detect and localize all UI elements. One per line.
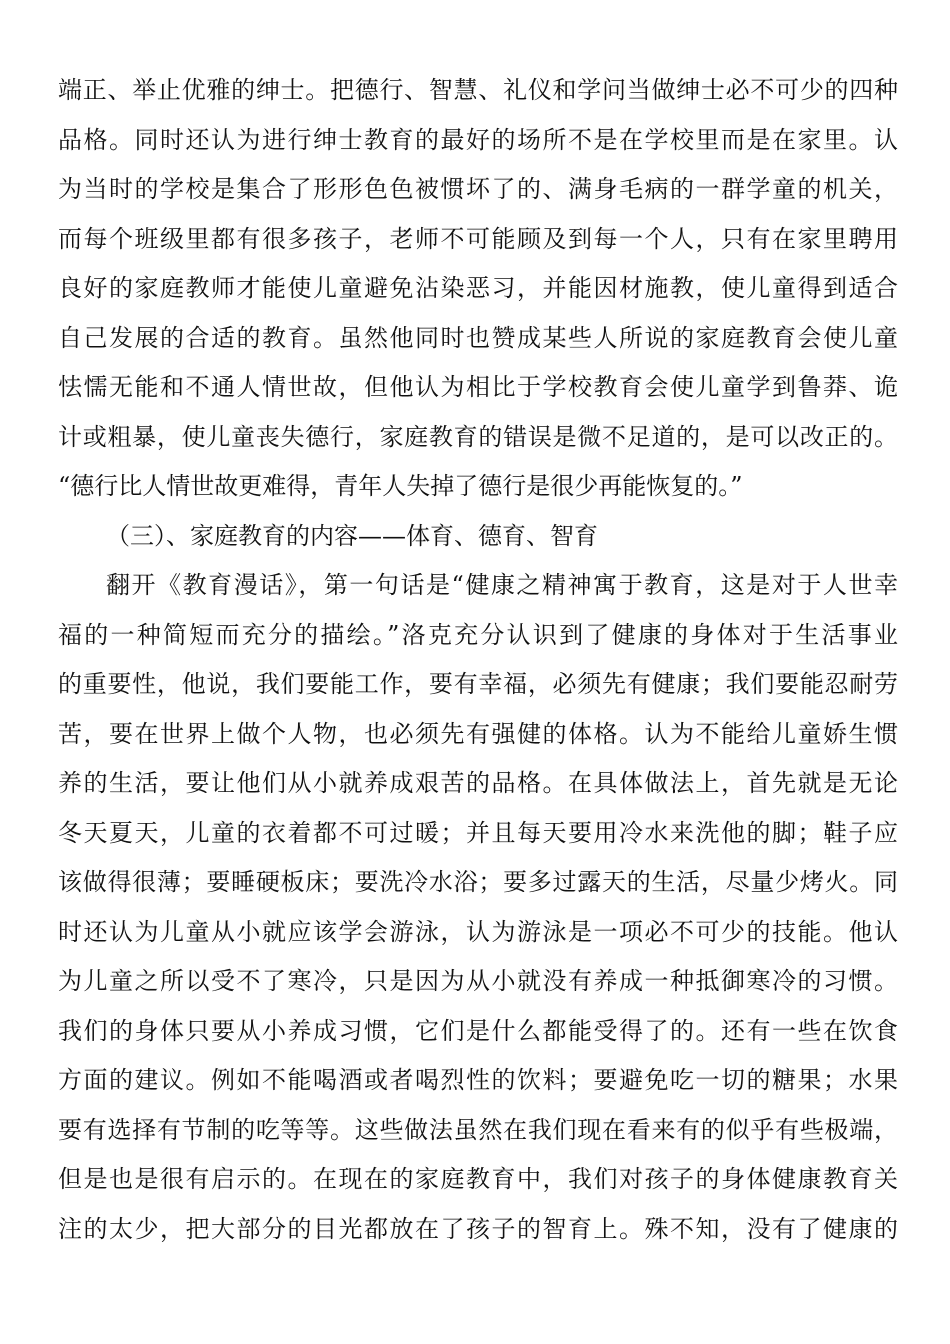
text-line: 品格。同时还认为进行绅士教育的最好的场所不是在学校里而是在家里。认 [58,125,898,154]
text-line: 为儿童之所以受不了寒冷，只是因为从小就没有养成一种抵御寒冷的习惯。 [58,967,898,995]
text-line: 端正、举止优雅的绅士。把德行、智慧、礼仪和学问当做绅士必不可少的四种 [58,76,898,104]
text-line: 福的一种简短而充分的描绘。”洛克充分认识到了健康的身体对于生活事业 [58,620,898,649]
text-line: 冬天夏天，儿童的衣着都不可过暖；并且每天要用冷水来洗他的脚；鞋子应 [58,818,898,847]
paragraph-first-line: 翻开《教育漫话》，第一句话是“健康之精神寓于教育，这是对于人世幸 [106,571,898,599]
body-text [58,66,898,1254]
text-line: 要有选择有节制的吃等等。这些做法虽然在我们现在看来有的似乎有些极端， [58,1115,898,1144]
text-line: 我们的身体只要从小养成习惯，它们是什么都能受得了的。还有一些在饮食 [58,1016,898,1045]
text-line: 怯懦无能和不通人情世故，但他认为相比于学校教育会使儿童学到鲁莽、诡 [58,373,898,401]
text-line: 方面的建议。例如不能喝酒或者喝烈性的饮料；要避免吃一切的糖果；水果 [58,1066,898,1094]
text-line: 自己发展的合适的教育。虽然他同时也赞成某些人所说的家庭教育会使儿童 [58,323,898,352]
text-line: 的重要性，他说，我们要能工作，要有幸福，必须先有健康；我们要能忍耐劳 [58,670,898,698]
text-line: 时还认为儿童从小就应该学会游泳，认为游泳是一项必不可少的技能。他认 [58,917,898,946]
text-line: 为当时的学校是集合了形形色色被惯坏了的、满身毛病的一群学童的机关， [58,175,898,203]
text-line: 计或粗暴，使儿童丧失德行，家庭教育的错误是微不足道的，是可以改正的。 [58,422,898,451]
text-line: 良好的家庭教师才能使儿童避免沾染恶习，并能因材施教，使儿童得到适合 [58,274,898,302]
text-line: 苦，要在世界上做个人物，也必须先有强健的体格。认为不能给儿童娇生惯 [58,719,898,748]
quote-line: “德行比人情世故更难得，青年人失掉了德行是很少再能恢复的。” [58,472,743,500]
text-line: 但是也是很有启示的。在现在的家庭教育中，我们对孩子的身体健康教育关 [58,1165,898,1193]
text-line: 而每个班级里都有很多孩子，老师不可能顾及到每一个人，只有在家里聘用 [58,224,898,253]
text-line: 注的太少，把大部分的目光都放在了孩子的智育上。殊不知，没有了健康的 [58,1214,898,1243]
text-line: 养的生活，要让他们从小就养成艰苦的品格。在具体做法上，首先就是无论 [58,769,898,797]
section-heading: （三）、家庭教育的内容——体育、德育、智育 [106,521,598,550]
text-line: 该做得很薄；要睡硬板床；要洗冷水浴；要多过露天的生活，尽量少烤火。同 [58,868,898,896]
